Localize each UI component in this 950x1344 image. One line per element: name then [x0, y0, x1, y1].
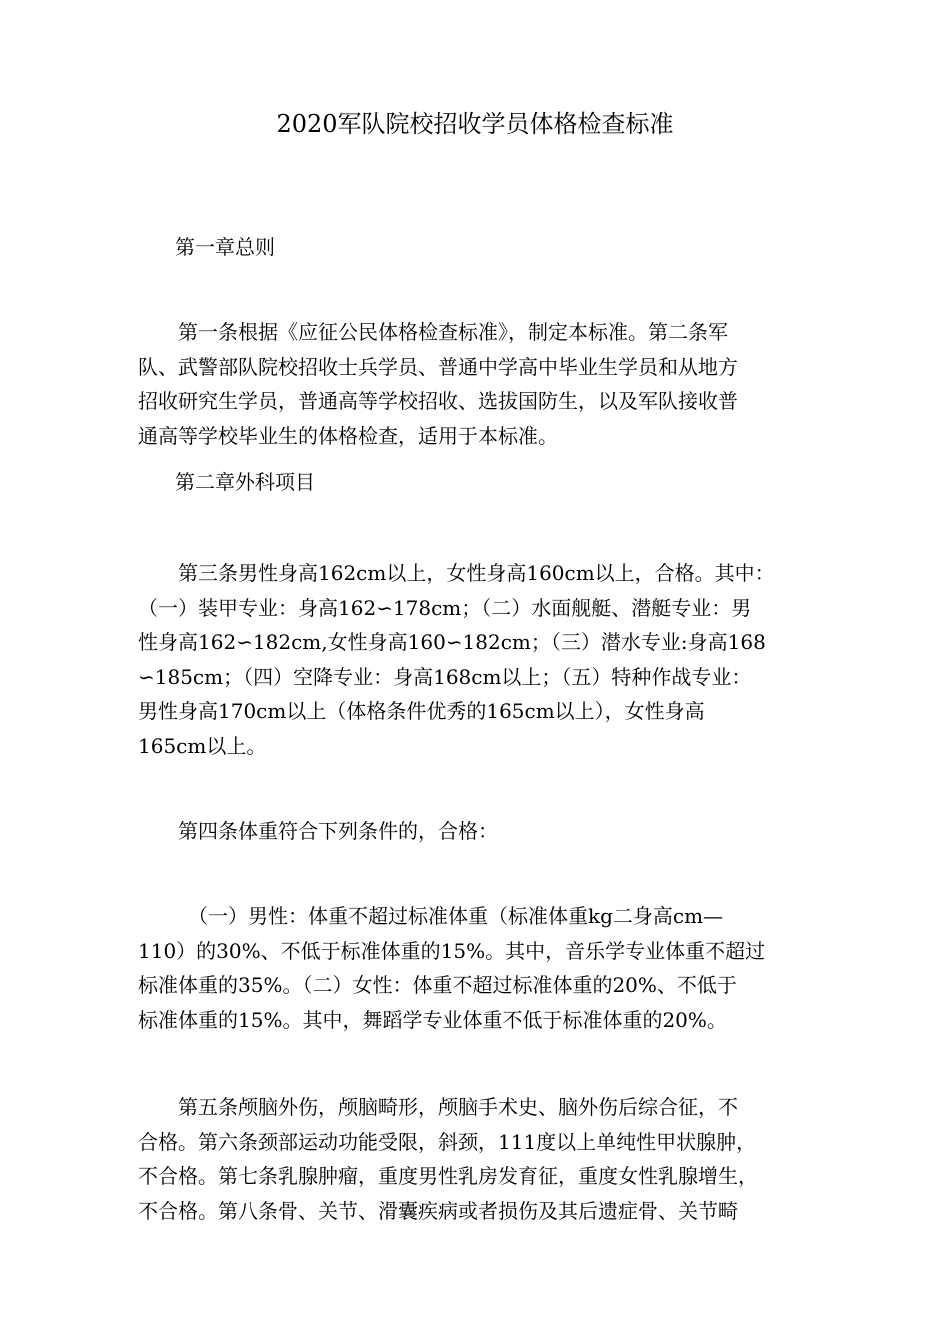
article-3-paragraph — [138, 556, 818, 763]
paragraph-line: 性身高162∽182cm,女性身高160∽182cm；（三）潜水专业:身高168 — [138, 630, 766, 654]
paragraph-line: 不合格。第八条骨、关节、滑囊疾病或者损伤及其后遗症骨、关节畸 — [138, 1198, 738, 1223]
paragraph-line: 第三条男性身高162cm以上，女性身高160cm以上，合格。其中： — [138, 561, 775, 585]
paragraph-line: 标准体重的15%。其中，舞蹈学专业体重不低于标准体重的20%。 — [138, 1007, 727, 1032]
paragraph-line: （一）男性：体重不超过标准体重（标准体重kg二身高cm— — [138, 904, 724, 928]
paragraph-line: 标准体重的35%。（二）女性：体重不超过标准体重的20%、不低于 — [138, 973, 737, 997]
article-4-paragraph — [138, 814, 818, 849]
article-1-2-paragraph — [138, 315, 818, 453]
paragraph-line: 不合格。第七条乳腺肿瘤，重度男性乳房发育征，重度女性乳腺增生， — [138, 1164, 758, 1188]
chapter-2-heading: 第二章外科项目 — [175, 470, 315, 494]
paragraph-line: ∽185cm；（四）空降专业：身高168cm以上；（五）特种作战专业： — [138, 664, 752, 689]
document-title: 2020军队院校招收学员体格检查标准 — [276, 110, 674, 138]
paragraph-line: 110）的30%、不低于标准体重的15%。其中，音乐学专业体重不超过 — [138, 938, 766, 963]
paragraph-line: 合格。第六条颈部运动功能受限，斜颈，111度以上单纯性甲状腺肿， — [138, 1129, 757, 1154]
paragraph-line: 招收研究生学员，普通高等学校招收、选拔国防生，以及军队接收普 — [138, 389, 738, 413]
chapter-1-heading: 第一章总则 — [175, 235, 275, 259]
paragraph-line: 第一条根据《应征公民体格检查标准》，制定本标准。第二条军 — [138, 320, 728, 344]
article-4-details-paragraph — [138, 899, 818, 1037]
paragraph-line: 男性身高170cm以上（体格条件优秀的165cm以上），女性身高 — [138, 699, 705, 723]
article-5-8-paragraph — [138, 1090, 818, 1228]
paragraph-line: 165cm以上。 — [138, 733, 267, 758]
paragraph-line: 第四条体重符合下列条件的，合格： — [138, 819, 498, 843]
paragraph-line: 第五条颅脑外伤，颅脑畸形，颅脑手术史、脑外伤后综合征，不 — [138, 1095, 738, 1119]
paragraph-line: 队、武警部队院校招收士兵学员、普通中学高中毕业生学员和从地方 — [138, 354, 738, 379]
paragraph-line: 通高等学校毕业生的体格检查，适用于本标准。 — [138, 423, 558, 448]
paragraph-line: （一）装甲专业：身高162∽178cm；（二）水面舰艇、潜艇专业：男 — [138, 595, 752, 620]
